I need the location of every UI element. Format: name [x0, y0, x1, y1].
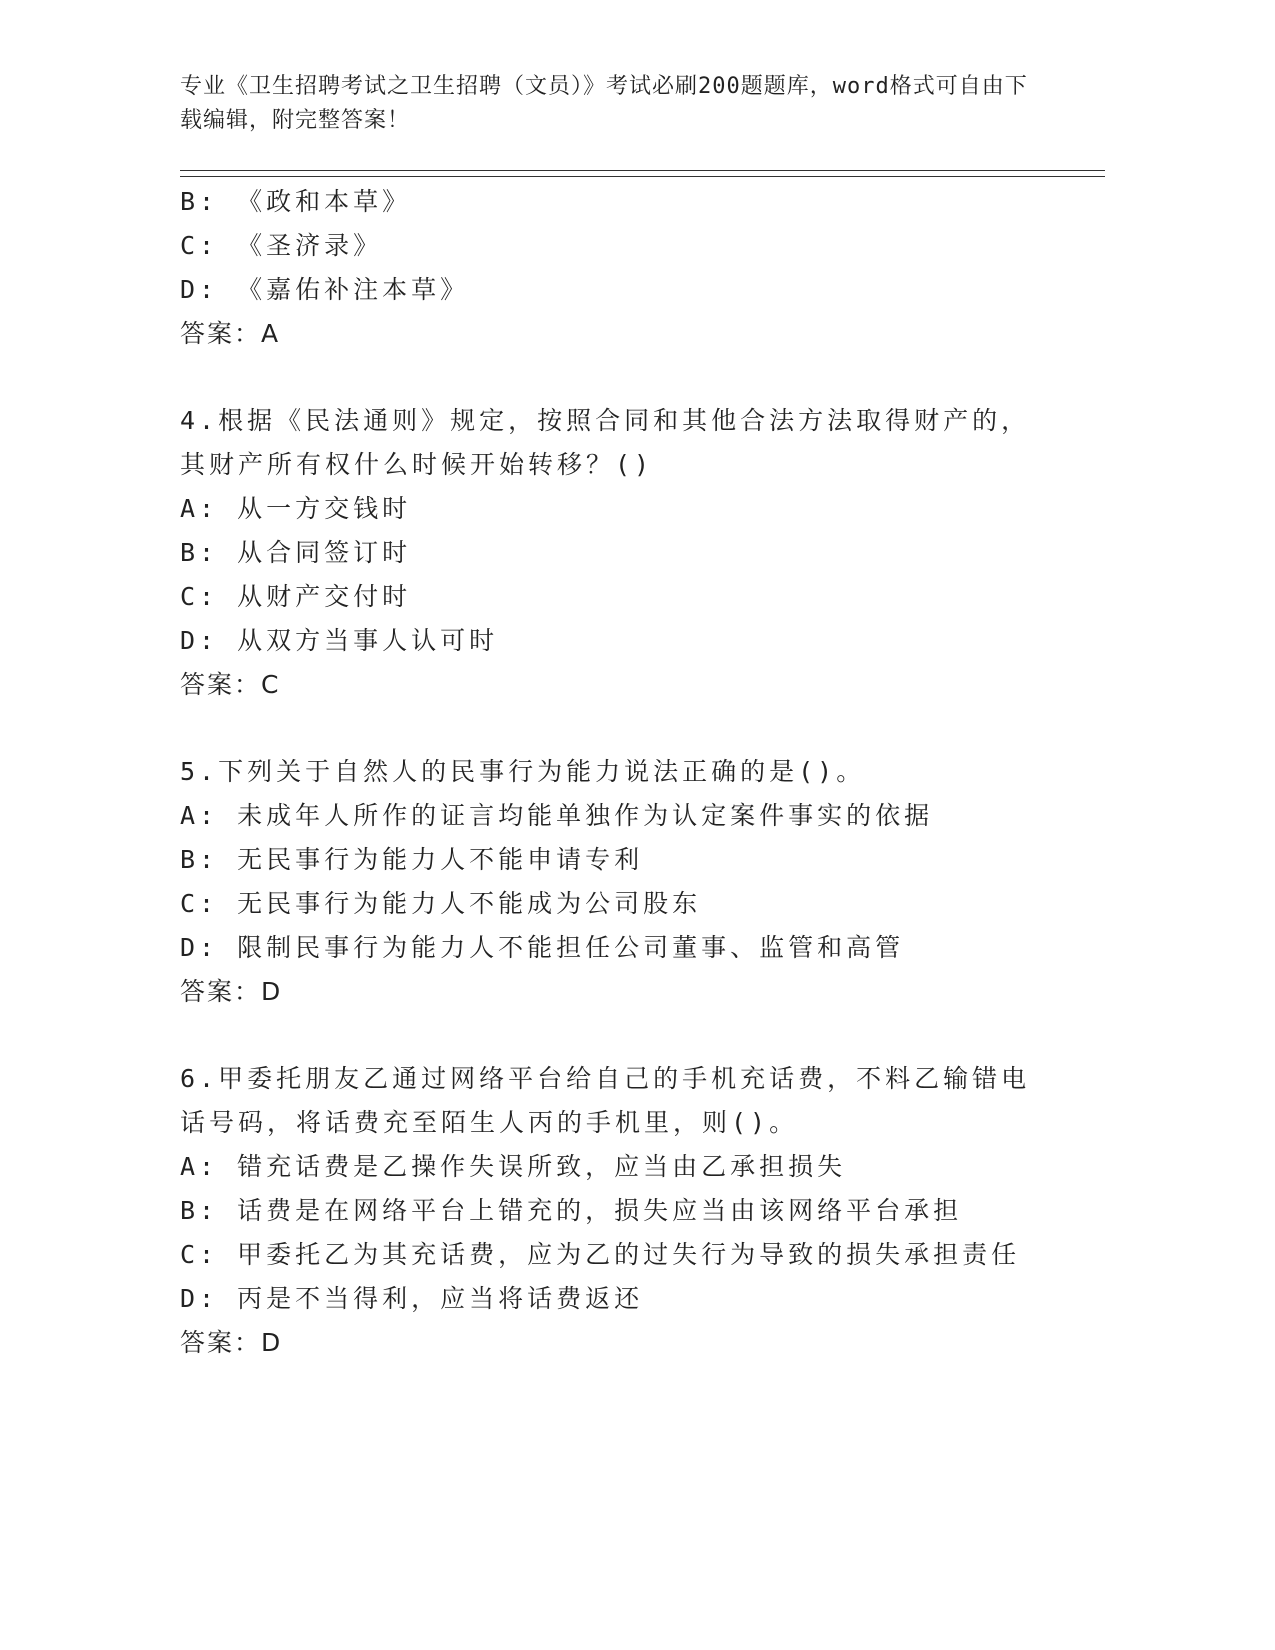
option-b: B: 从合同签订时 — [180, 538, 412, 567]
document-header: 专业《卫生招聘考试之卫生招聘（文员）》考试必刷200题题库，word格式可自由下载编辑，附完整答案！ — [180, 74, 1028, 133]
question-4 — [180, 399, 1080, 707]
answer-line: 答案：A — [180, 319, 281, 348]
answer-line: 答案：C — [180, 670, 281, 699]
question-content — [180, 180, 1080, 1365]
option-a: A: 从一方交钱时 — [180, 494, 412, 523]
question-title: 5.下列关于自然人的民事行为能力说法正确的是()。 — [180, 757, 866, 786]
prev-question-block — [180, 180, 1080, 356]
question-title: 4.根据《民法通则》规定，按照合同和其他合法方法取得财产的，其财产所有权什么时候开始转移？() — [180, 406, 1031, 479]
answer-line: 答案：D — [180, 1328, 283, 1357]
option-c: C: 甲委托乙为其充话费，应为乙的过失行为导致的损失承担责任 — [180, 1240, 1021, 1269]
option-c: C: 从财产交付时 — [180, 582, 412, 611]
question-5 — [180, 750, 1080, 1014]
option-a: A: 错充话费是乙操作失误所致，应当由乙承担损失 — [180, 1152, 847, 1181]
spacer — [180, 707, 1080, 750]
header-rule-top — [180, 170, 1105, 171]
spacer — [180, 356, 1080, 399]
question-6 — [180, 1057, 1080, 1365]
option-d: D: 丙是不当得利，应当将话费返还 — [180, 1284, 644, 1313]
option-d: D: 从双方当事人认可时 — [180, 626, 499, 655]
option-b: B: 无民事行为能力人不能申请专利 — [180, 845, 644, 874]
option-b: B: 《政和本草》 — [180, 187, 412, 216]
option-d: D: 限制民事行为能力人不能担任公司董事、监管和高管 — [180, 933, 905, 962]
option-d: D: 《嘉佑补注本草》 — [180, 275, 470, 304]
option-c: C: 无民事行为能力人不能成为公司股东 — [180, 889, 702, 918]
answer-line: 答案：D — [180, 977, 283, 1006]
option-b: B: 话费是在网络平台上错充的，损失应当由该网络平台承担 — [180, 1196, 963, 1225]
question-title: 6.甲委托朋友乙通过网络平台给自己的手机充话费，不料乙输错电话号码，将话费充至陌生人丙的手机里，则()。 — [180, 1064, 1031, 1137]
option-a: A: 未成年人所作的证言均能单独作为认定案件事实的依据 — [180, 801, 934, 830]
header-rule-bottom — [180, 176, 1105, 177]
spacer — [180, 1014, 1080, 1057]
option-c: C: 《圣济录》 — [180, 231, 383, 260]
